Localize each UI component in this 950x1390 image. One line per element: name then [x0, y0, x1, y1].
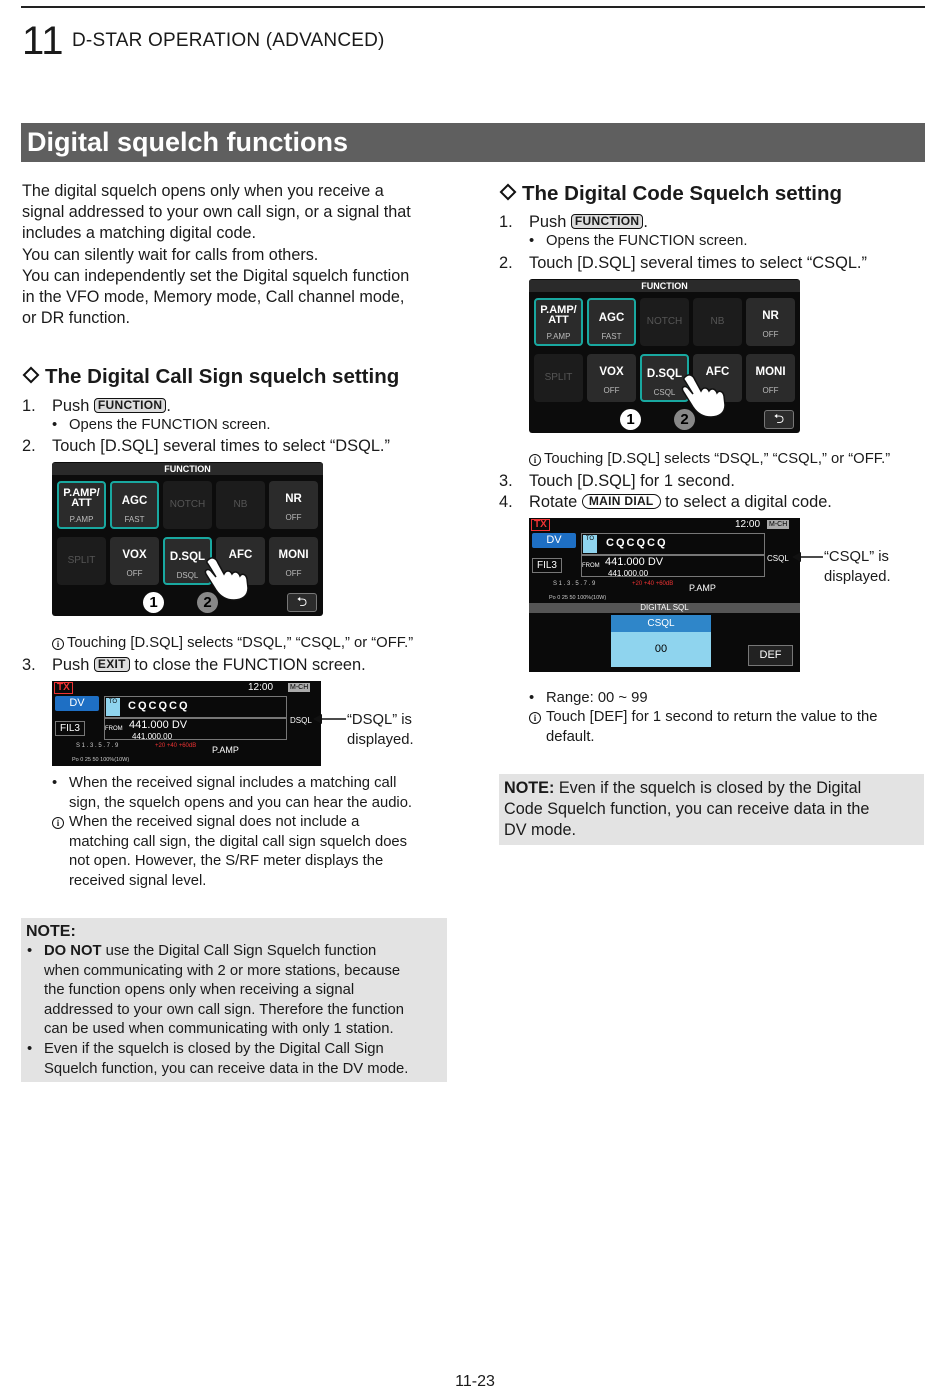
dsql-indicator: DSQL	[290, 716, 312, 725]
left-step-2: 2. Touch [D.SQL] several times to select “DSQL.”	[22, 437, 390, 455]
left-step-3: 3. Push EXIT to close the FUNCTION screen.	[22, 656, 366, 674]
step-marker-1: 1	[143, 592, 164, 613]
digital-sql-title: DIGITAL SQL	[529, 603, 800, 613]
intro-line: or DR function.	[22, 309, 130, 328]
dv-screen-dsql	[52, 681, 321, 766]
chapter-number: 11	[22, 19, 64, 63]
nb-button[interactable]: NB	[693, 298, 742, 346]
function-screen-csql	[529, 279, 800, 433]
info-icon: i	[52, 638, 64, 650]
step-marker-2: 2	[197, 592, 218, 613]
note-item-1: • DO NOT use the Digital Call Sign Squelch function when communicating with 2 or more stations, because the function opens only when receiving a signal addressed to your own call sign. Therefore the function can be used when communicating with only 1 station.	[27, 943, 404, 1037]
left-callout: “DSQL” is displayed.	[347, 712, 414, 748]
to-label: TO	[583, 535, 597, 553]
nr-button[interactable]: NR OFF	[269, 481, 318, 529]
notch-button[interactable]: NOTCH	[640, 298, 689, 346]
diamond-icon	[23, 367, 40, 384]
info-icon: i	[52, 817, 64, 829]
function-key-icon: FUNCTION	[94, 398, 166, 413]
function-screen-dsql	[52, 462, 323, 616]
csql-indicator: CSQL	[767, 554, 789, 563]
back-button[interactable]: ⮌	[287, 593, 317, 612]
afc-button[interactable]: AFC	[693, 354, 742, 402]
section-banner	[21, 123, 925, 162]
exit-key-icon: EXIT	[94, 657, 130, 672]
to-label: TO	[106, 698, 120, 716]
to-callsign: CQCQCQ	[606, 537, 668, 549]
pamp-indicator: P.AMP	[689, 583, 716, 593]
callout-arrow-icon	[792, 551, 824, 563]
info-icon: i	[529, 712, 541, 724]
note-item-2: • Even if the squelch is closed by the Digital Call Sign Squelch function, you can receive data in the DV mode.	[27, 1041, 409, 1077]
notch-button[interactable]: NOTCH	[163, 481, 212, 529]
vox-button[interactable]: VOX OFF	[587, 354, 636, 402]
nr-button[interactable]: NR OFF	[746, 298, 795, 346]
to-callsign: CQCQCQ	[128, 700, 190, 712]
right-step-4: 4. Rotate MAIN DIAL to select a digital code.	[499, 493, 832, 511]
frequency: 441.000 DV	[129, 719, 188, 731]
moni-button[interactable]: MONI OFF	[746, 354, 795, 402]
frequency-sub: 441.000.00	[132, 732, 173, 741]
mch-indicator: M-CH	[290, 684, 309, 691]
right-touch-note: i Touching [D.SQL] selects “DSQL,” “CSQL,” or “OFF.”	[529, 450, 890, 470]
function-key-icon: FUNCTION	[571, 214, 643, 229]
from-label: FROM	[582, 563, 600, 569]
right-step-1: 1. Push FUNCTION .	[499, 213, 648, 231]
diamond-icon	[500, 184, 517, 201]
mode-dv[interactable]: DV	[55, 696, 99, 711]
filter-fil3[interactable]: FIL3	[532, 558, 562, 573]
step-marker-2: 2	[674, 409, 695, 430]
s-meter-scale: S 1 . 3 . 5 . 7 . 9	[76, 743, 119, 749]
intro-line: includes a matching digital code.	[22, 224, 256, 243]
intro-paragraph	[22, 181, 452, 329]
digital-code-value[interactable]: 00	[611, 632, 711, 667]
agc-button[interactable]: AGC FAST	[587, 298, 636, 346]
page-number: 11-23	[455, 1373, 495, 1390]
tx-indicator: TX	[54, 682, 73, 694]
intro-line: in the VFO mode, Memory mode, Call channel mode,	[22, 288, 405, 307]
code-squelch-note-box	[499, 774, 924, 845]
time-display: 12:00	[735, 519, 761, 530]
pamp-att-button[interactable]: P.AMP/ ATT P.AMP	[534, 298, 583, 346]
split-button[interactable]: SPLIT	[534, 354, 583, 402]
pamp-indicator: P.AMP	[212, 745, 239, 755]
intro-line: You can independently set the Digital squelch function	[22, 266, 410, 285]
left-touch-note: i Touching [D.SQL] selects “DSQL,” “CSQL,” or “OFF.”	[52, 634, 413, 654]
frequency-sub: 441.000.00	[608, 569, 649, 578]
dsql-button[interactable]: D.SQL DSQL	[163, 537, 212, 585]
range-bullet: • Range: 00 ~ 99	[529, 690, 648, 706]
moni-button[interactable]: MONI OFF	[269, 537, 318, 585]
intro-line: You can silently wait for calls from others.	[22, 245, 319, 264]
note-box	[21, 918, 447, 1082]
left-step-1: 1. Push FUNCTION .	[22, 397, 171, 415]
call-sign-squelch-heading: The Digital Call Sign squelch setting	[22, 364, 399, 390]
step-marker-1: 1	[620, 409, 641, 430]
function-screen-title: FUNCTION	[52, 463, 323, 475]
csql-tab[interactable]: CSQL	[611, 615, 711, 632]
from-label: FROM	[105, 726, 123, 732]
dsql-button[interactable]: D.SQL CSQL	[640, 354, 689, 402]
mode-dv[interactable]: DV	[532, 533, 576, 548]
agc-button[interactable]: AGC FAST	[110, 481, 159, 529]
right-step-2: 2. Touch [D.SQL] several times to select “CSQL.”	[499, 254, 867, 272]
right-step-3: 3. Touch [D.SQL] for 1 second.	[499, 472, 735, 490]
chapter-title: D-STAR OPERATION (ADVANCED)	[72, 30, 385, 51]
section-title: Digital squelch functions	[27, 127, 349, 157]
split-button[interactable]: SPLIT	[57, 537, 106, 585]
time-display: 12:00	[248, 682, 274, 693]
function-screen-title: FUNCTION	[529, 280, 800, 292]
top-rule	[21, 6, 925, 8]
left-bullet-2: i When the received signal does not include a matching call sign, the digital call sign squelch does not open. However, the S/RF meter displays the received signal level.	[52, 813, 452, 891]
left-bullet-1: • When the received signal includes a matching call sign, the squelch opens and you can hear the audio.	[52, 775, 413, 811]
filter-fil3[interactable]: FIL3	[55, 721, 85, 736]
s-meter-plus: +20 +40 +60dB	[632, 581, 674, 587]
intro-line: The digital squelch opens only when you receive a	[22, 182, 384, 200]
afc-button[interactable]: AFC	[216, 537, 265, 585]
note-label: NOTE:	[26, 923, 76, 940]
s-meter-scale: S 1 . 3 . 5 . 7 . 9	[553, 581, 596, 587]
tx-indicator: TX	[531, 519, 550, 531]
intro-line: signal addressed to your own call sign, or a signal that	[22, 203, 411, 222]
vox-button[interactable]: VOX OFF	[110, 537, 159, 585]
left-step-1-sub: • Opens the FUNCTION screen.	[52, 417, 271, 433]
right-callout: “CSQL” is displayed.	[824, 549, 891, 585]
po-meter-scale: Po 0 25 50 100%(10W)	[72, 757, 130, 763]
mch-indicator: M-CH	[769, 521, 788, 528]
s-meter-plus: +20 +40 +60dB	[155, 743, 197, 749]
callout-arrow-icon	[313, 713, 347, 725]
pamp-att-button[interactable]: P.AMP/ ATT P.AMP	[57, 481, 106, 529]
nb-button[interactable]: NB	[216, 481, 265, 529]
code-squelch-heading: The Digital Code Squelch setting	[499, 181, 842, 207]
back-button[interactable]: ⮌	[764, 410, 794, 429]
frequency: 441.000 DV	[605, 556, 664, 568]
code-squelch-note-text: NOTE: Even if the squelch is closed by the Digital Code Squelch function, you can receive data in the DV mode.	[504, 779, 870, 840]
dv-screen-csql	[529, 518, 800, 672]
po-meter-scale: Po 0 25 50 100%(10W)	[549, 595, 607, 601]
info-icon: i	[529, 454, 541, 466]
main-dial-key-icon: MAIN DIAL	[582, 494, 661, 509]
right-step-1-sub: • Opens the FUNCTION screen.	[529, 233, 748, 249]
def-note: i Touch [DEF] for 1 second to return the value to the default.	[529, 708, 919, 747]
def-button[interactable]: DEF	[748, 645, 793, 666]
